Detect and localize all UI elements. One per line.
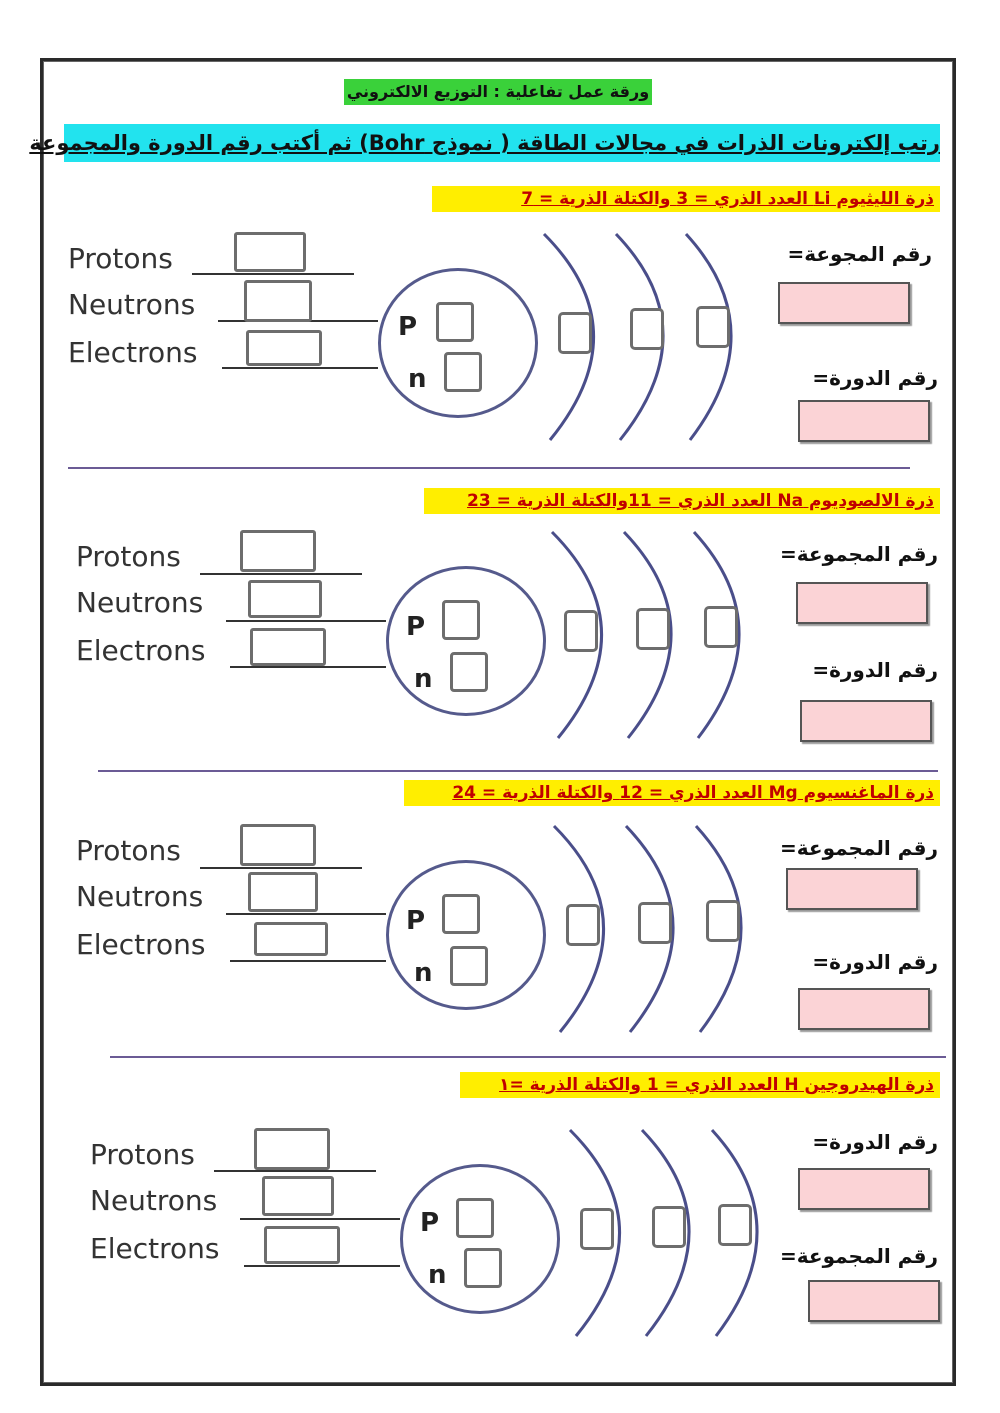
group-number-label: رقم المجموعة= <box>780 1244 938 1268</box>
nucleus-proton-box[interactable] <box>442 894 480 934</box>
section-divider <box>110 1056 946 1058</box>
shell-1-electron-box[interactable] <box>580 1208 614 1250</box>
nucleus-proton-box[interactable] <box>442 600 480 640</box>
group-number-field[interactable] <box>786 868 918 910</box>
nucleus-p-label: P <box>406 906 426 936</box>
shell-1-electron-box[interactable] <box>558 312 592 354</box>
neutrons-label: Neutrons <box>76 880 204 913</box>
period-number-label: رقم الدورة= <box>812 1130 938 1154</box>
neutrons-label: Neutrons <box>90 1184 218 1217</box>
shell-3-electron-box[interactable] <box>704 606 738 648</box>
protons-answer-box[interactable] <box>254 1128 330 1170</box>
group-number-field[interactable] <box>778 282 910 324</box>
electrons-underline <box>222 367 378 369</box>
nucleus-n-label: n <box>414 664 433 694</box>
shell-2-electron-box[interactable] <box>638 902 672 944</box>
neutrons-label: Neutrons <box>68 288 196 321</box>
protons-underline <box>200 573 362 575</box>
nucleus-n-label: n <box>408 364 427 394</box>
protons-answer-box[interactable] <box>234 232 306 272</box>
neutrons-answer-box[interactable] <box>244 280 312 322</box>
shell-3-electron-box[interactable] <box>696 306 730 348</box>
nucleus-proton-box[interactable] <box>456 1198 494 1238</box>
shell-2-electron-box[interactable] <box>630 308 664 350</box>
atom-title-sodium: ذرة الالصوديوم Na العدد الذري = 11والكتلة الذرية = 23 <box>424 488 940 514</box>
period-number-field[interactable] <box>798 988 930 1030</box>
period-number-field[interactable] <box>798 400 930 442</box>
shell-3-electron-box[interactable] <box>706 900 740 942</box>
shell-1-electron-box[interactable] <box>564 610 598 652</box>
worksheet-title: ورقة عمل تفاعلية : التوزيع الالكتروني <box>344 79 652 105</box>
electrons-answer-box[interactable] <box>254 922 328 956</box>
protons-underline <box>192 273 354 275</box>
electrons-label: Electrons <box>68 336 198 369</box>
atom-title-hydrogen: ذرة الهيدروجين H العدد الذري = 1 والكتلة الذرية =١ <box>460 1072 940 1098</box>
nucleus-p-label: P <box>398 312 418 342</box>
atom-title-magnesium: ذرة الماغنسيوم Mg العدد الذري = 12 والكتلة الذرية = 24 <box>404 780 940 806</box>
nucleus-n-label: n <box>414 958 433 988</box>
nucleus-p-label: P <box>406 612 426 642</box>
protons-label: Protons <box>76 540 181 573</box>
section-divider <box>68 467 910 469</box>
nucleus-neutron-box[interactable] <box>450 946 488 986</box>
neutrons-answer-box[interactable] <box>262 1176 334 1216</box>
neutrons-underline <box>226 620 386 622</box>
period-number-label: رقم الدورة= <box>812 658 938 682</box>
protons-label: Protons <box>68 242 173 275</box>
neutrons-underline <box>240 1218 400 1220</box>
shell-3-electron-box[interactable] <box>718 1204 752 1246</box>
electrons-label: Electrons <box>76 634 206 667</box>
shell-2-electron-box[interactable] <box>652 1206 686 1248</box>
section-divider <box>98 770 938 772</box>
electrons-label: Electrons <box>90 1232 220 1265</box>
protons-underline <box>200 867 362 869</box>
group-number-field[interactable] <box>796 582 928 624</box>
nucleus-proton-box[interactable] <box>436 302 474 342</box>
nucleus-circle <box>378 268 538 418</box>
shell-1-electron-box[interactable] <box>566 904 600 946</box>
protons-answer-box[interactable] <box>240 824 316 866</box>
electrons-answer-box[interactable] <box>250 628 326 666</box>
group-number-label: رقم المجموعة= <box>780 836 938 860</box>
electrons-label: Electrons <box>76 928 206 961</box>
protons-underline <box>214 1170 376 1172</box>
nucleus-neutron-box[interactable] <box>450 652 488 692</box>
instruction-banner: رتب إلكترونات الذرات في مجالات الطاقة ( نموذج Bohr) ثم أكتب رقم الدورة والمجموعة <box>64 124 940 162</box>
period-number-field[interactable] <box>798 1168 930 1210</box>
group-number-label: رقم المجموعة= <box>780 542 938 566</box>
nucleus-neutron-box[interactable] <box>464 1248 502 1288</box>
protons-label: Protons <box>76 834 181 867</box>
neutrons-underline <box>226 913 386 915</box>
period-number-label: رقم الدورة= <box>812 366 938 390</box>
neutrons-label: Neutrons <box>76 586 204 619</box>
protons-answer-box[interactable] <box>240 530 316 572</box>
neutrons-answer-box[interactable] <box>248 872 318 912</box>
nucleus-neutron-box[interactable] <box>444 352 482 392</box>
electrons-underline <box>244 1265 400 1267</box>
period-number-label: رقم الدورة= <box>812 950 938 974</box>
shell-2-electron-box[interactable] <box>636 608 670 650</box>
group-number-field[interactable] <box>808 1280 940 1322</box>
neutrons-answer-box[interactable] <box>248 580 322 618</box>
nucleus-circle <box>400 1164 560 1314</box>
electrons-answer-box[interactable] <box>246 330 322 366</box>
nucleus-p-label: P <box>420 1208 440 1238</box>
electrons-answer-box[interactable] <box>264 1226 340 1264</box>
period-number-field[interactable] <box>800 700 932 742</box>
nucleus-n-label: n <box>428 1260 447 1290</box>
group-number-label: رقم المجوعة= <box>787 242 932 266</box>
electrons-underline <box>230 960 386 962</box>
electrons-underline <box>230 666 386 668</box>
protons-label: Protons <box>90 1138 195 1171</box>
atom-title-lithium: ذرة الليثيوم Li العدد الذري = 3 والكتلة الذرية = 7 <box>432 186 940 212</box>
